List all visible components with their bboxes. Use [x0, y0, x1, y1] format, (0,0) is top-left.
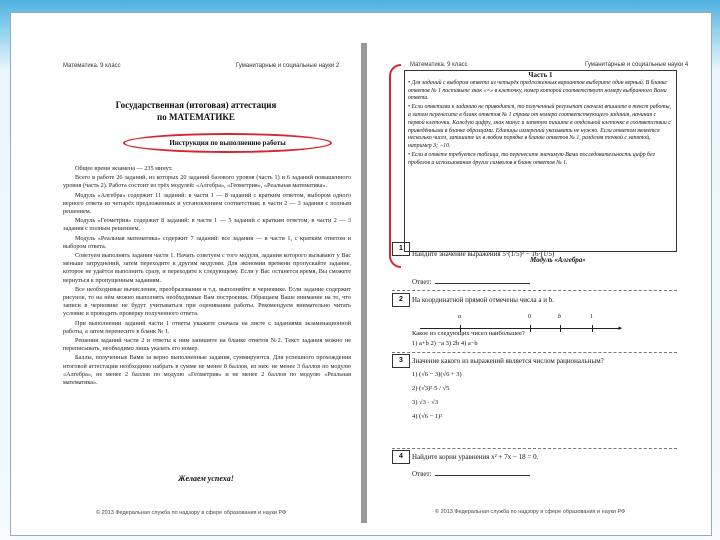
instructions-heading-text: Инструкция по выполнению работы [169, 139, 286, 147]
exam-title-line1: Государственная (итоговая) аттестация [115, 100, 277, 110]
task-3-options [412, 368, 462, 424]
left-footer: © 2013 Федеральная служба по надзору в сфере образования и науки РФ [96, 510, 287, 516]
task-1-answer: Ответ: [412, 278, 530, 286]
task-1-text: Найдите значение выражения 5·(1/5)² − 16·(1/5) [412, 250, 555, 258]
paragraph: Решения заданий части 2 и ответы к ним запишите на бланке ответов №2. Текст задания можно не переписывать, необходимо лишь указать его номер. [63, 337, 351, 353]
number-line-axis [420, 328, 620, 329]
paragraph: Общее время экзамена — 235 минут. [75, 165, 173, 172]
tick-0 [530, 325, 531, 332]
arrow-right-icon: ▸ [618, 324, 622, 332]
instructions-heading [123, 133, 332, 153]
exam-title-line2: по МАТЕМАТИКЕ [157, 112, 235, 122]
exam-title [51, 99, 341, 123]
paragraph: Модуль «Реальная математика» содержит 7 заданий: все задания — в части 1, с кратким ответом и выбором ответа. [63, 234, 351, 250]
paragraph: При выполнении заданий части 1 ответы укажите сначала на листе с заданиями экзаменационной работы, а затем перенесите в бланк № 1. [63, 319, 351, 335]
task-2-question: Какое из следующих чисел наибольшее? [412, 330, 525, 337]
separator [392, 448, 677, 449]
option-item: 1) (√6 − 3)(√6 + 3) [412, 371, 462, 378]
separator [392, 290, 677, 291]
rules-highlight-bracket [389, 64, 401, 268]
tick-label-1: 1 [590, 314, 593, 320]
task-4-answer: Ответ: [412, 470, 530, 478]
paragraph: Советуем выполнять задания части 1. Начать советуем с того модуля, задания которого вызывают у Вас меньше затруднений, затем переходите к другим модулям. Для экономии времени пропускайте задание, которое не удаётся выполнить сразу, и переходите к следующему. Если у Вас останется время, Вы сможете вернуться к пропущенным заданиям. [63, 252, 351, 284]
paragraph: Все необходимые вычисления, преобразования и т.д. выполняйте в черновике. Если задание содержит рисунок, то на нём можно выполнять необходимые Вам построения. Обращаем Ваше внимание на то, что записи в черновике не будут учитываться при оценивании работы. Рекомендуем внимательно читать условие и проводить проверку полученного ответа. [63, 285, 351, 318]
module-title: Модуль «Алгебра» [530, 256, 586, 264]
option-item: 4) (√6 − 1)² [412, 413, 443, 420]
right-footer: © 2013 Федеральная служба по надзору в сфере образования и науки РФ [435, 509, 626, 515]
task-2-text: На координатной прямой отмечены числа a и b. [412, 296, 555, 304]
paragraph: Всего в работе 26 заданий, из которых 20 заданий базового уровня (часть 1) и 6 заданий повышенного уровня (часть 2). Работа состоит из трёх модулей: «Алгебра», «Геометрия», «Реальная математика». [63, 174, 351, 190]
left-header-page: Гуманитарные и социальные науки 2 [236, 63, 340, 69]
part1-rules-box [404, 70, 677, 252]
task-3-text: Значение какого из выражений является числом рациональным? [412, 357, 604, 365]
rule-item: • Если в ответе требуется таблица, то перенесите значимую Вами последовательность цифр без пробелов и использования других символов в бланк ответов № 1. [408, 151, 655, 166]
task-2-options: 1) a+b 2) −a 3) 2b 4) a−b [412, 340, 478, 347]
option-item: 2) (√3)²·5 / √5 [412, 385, 450, 392]
good-luck-text: Желаем успеха! [178, 474, 234, 483]
instructions-text [63, 165, 351, 388]
tick-label-0: 0 [528, 314, 531, 320]
task-4-text: Найдите корни уравнения x² + 7x − 18 = 0. [412, 453, 539, 461]
right-header-subject: Математика. 9 класс [410, 62, 468, 68]
paragraph: Баллы, полученные Вами за верно выполненные задания, суммируются. Для успешного прохождения итоговой аттестации необходимо набрать в сумме не менее 8 баллов, из них: не менее 3 баллов по модулю «Алгебра», не менее 2 баллов по модулю «Геометрия» и не менее 2 баллов по модулю «Реальная математика». [63, 354, 351, 387]
tick-label-a: a [458, 314, 461, 320]
rule-item: • Для заданий с выбором ответа из четырёх предложенных вариантов выберите один верный. В бланке ответов № 1 поставьте знак «×» в клеточку, номер которой соответствует номеру выбранного Вами ответа. [408, 79, 667, 102]
part-title: Часть 1 [528, 71, 553, 79]
paragraph: Модуль «Алгебра» содержит 11 заданий: в части 1 — 8 заданий с кратким ответом, выбором одного верного ответа из четырёх предложенных и установлением соответствия; в части 2 — 3 задания с полным решением. [63, 191, 351, 216]
left-page [11, 13, 361, 535]
page-divider [361, 43, 367, 523]
left-header-subject: Математика. 9 класс [63, 63, 121, 69]
option-item: 3) √3 · √3 [412, 399, 439, 406]
right-header-page: Гуманитарные и социальные науки 4 [585, 62, 689, 68]
rule-item: • Если ответами к заданию не приводится, то полученный результат сначала впишите в текст работы, а затем перенесите в бланк ответов № 1 справа от номера соответствующего задания, начиная с первой клеточки. Каждую цифру, знак минус и запятую пишите в отдельной клеточке в соответствии с приведёнными в бланке образцами. Единицы измерений указывать не нужно. Если ответом является несколько чисел, запишите их в любом порядке в бланке ответов № 1, разделяя точкой с запятой, например 3; −10. [408, 104, 671, 150]
paragraph: Модуль «Геометрия» содержит 8 заданий: в части 1 — 5 заданий с кратким ответом, в части 2 — 3 задания с полным решением. [63, 217, 351, 233]
task-number-3: 3 [392, 354, 410, 368]
tick-b [560, 325, 561, 332]
task-number-1: 1 [392, 242, 410, 256]
task-number-4: 4 [392, 450, 410, 464]
tick-label-b: b [558, 314, 561, 320]
tick-1 [592, 325, 593, 332]
task-number-2: 2 [392, 293, 410, 307]
separator [392, 352, 677, 353]
